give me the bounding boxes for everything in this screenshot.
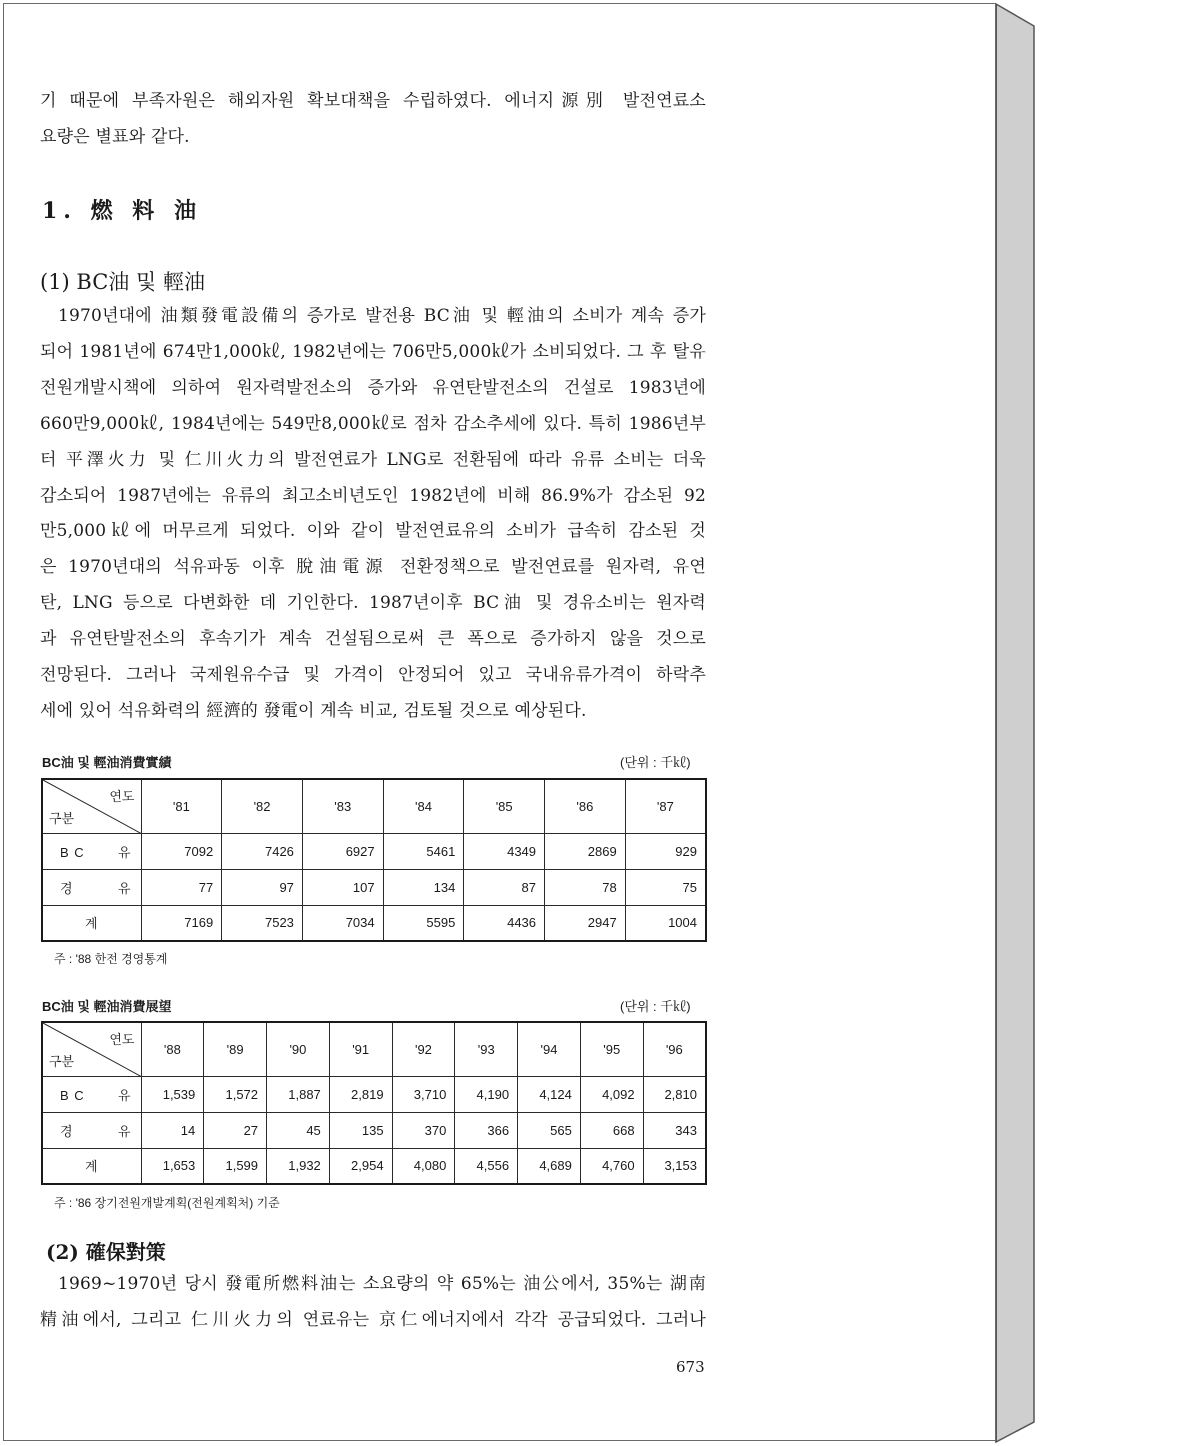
table-cell: 14 [141, 1112, 204, 1148]
section-title-fuel-oil: 1. 燃 料 油 [42, 198, 202, 224]
table1-caption: BC油 및 輕油消費實績 [42, 755, 172, 770]
row-label-a: 경 [59, 880, 74, 896]
body-line: 精油에서, 그리고 仁川火力의 연료유는 京仁에너지에서 각각 공급되었다. 그러나 [40, 1309, 706, 1330]
year-header: '85 [464, 779, 545, 833]
table-cell: 2,810 [643, 1076, 706, 1112]
table-row-total [42, 905, 706, 941]
corner-year-label: 연도 [109, 789, 135, 804]
year-header: '86 [545, 779, 626, 833]
table-row [42, 869, 706, 905]
table-cell: 6927 [302, 833, 383, 869]
subsection-title-bc-oil: (1) BC油 및 輕油 [40, 270, 205, 294]
table-cell: 366 [455, 1112, 518, 1148]
year-header: '88 [141, 1022, 204, 1076]
table-row [42, 1112, 706, 1148]
table-header-row [42, 779, 706, 833]
table-cell: 565 [518, 1112, 581, 1148]
year-header: '83 [302, 779, 383, 833]
table-cell: 929 [625, 833, 706, 869]
table2-unit: (단위 : 千㎘) [620, 999, 691, 1014]
table-cell: 7523 [222, 905, 303, 941]
table-cell: 4,080 [392, 1148, 455, 1184]
table-cell: 135 [329, 1112, 392, 1148]
year-header: '82 [222, 779, 303, 833]
page-number: 673 [676, 1358, 705, 1376]
table-cell: 7169 [141, 905, 222, 941]
intro-line: 기 때문에 부족자원은 해외자원 확보대책을 수립하였다. 에너지源別 발전연료소 [40, 91, 706, 111]
table1-consumption-actual [41, 778, 707, 942]
table-cell: 45 [267, 1112, 330, 1148]
table-cell: 4436 [464, 905, 545, 941]
table-cell: 4349 [464, 833, 545, 869]
table-cell: 3,153 [643, 1148, 706, 1184]
row-label-a: B C [59, 1087, 85, 1103]
row-label [42, 869, 141, 905]
table-cell: 4,556 [455, 1148, 518, 1184]
table-cell: 2869 [545, 833, 626, 869]
table-cell: 343 [643, 1112, 706, 1148]
table-cell: 2,819 [329, 1076, 392, 1112]
intro-line: 요량은 별표와 같다. [40, 126, 190, 147]
table2-note: 주 : '86 장기전원개발계획(전원계획처) 기준 [54, 1196, 280, 1210]
table2-consumption-forecast [41, 1021, 707, 1185]
table-cell: 75 [625, 869, 706, 905]
table-cell: 1,653 [141, 1148, 204, 1184]
year-header: '87 [625, 779, 706, 833]
row-label-b: 유 [117, 844, 132, 860]
table-header-row [42, 1022, 706, 1076]
table-cell: 97 [222, 869, 303, 905]
body-line: 되어 1981년에 674만1,000㎘, 1982년에는 706만5,000㎘가 소비되었다. 그 후 탈유 [40, 341, 706, 362]
body-line: 터 平澤火力 및 仁川火力의 발전연료가 LNG로 전환됨에 따라 유류 소비는 더욱 [40, 449, 706, 470]
table2-caption: BC油 및 輕油消費展望 [42, 999, 172, 1014]
table-cell: 134 [383, 869, 464, 905]
table-cell: 7426 [222, 833, 303, 869]
year-header: '92 [392, 1022, 455, 1076]
table-cell: 1,932 [267, 1148, 330, 1184]
table-cell: 2,954 [329, 1148, 392, 1184]
table-cell: 107 [302, 869, 383, 905]
row-label [42, 833, 141, 869]
subsection-title-securing-measures: (2) 確保對策 [46, 1240, 166, 1264]
table-cell: 4,092 [580, 1076, 643, 1112]
body-line: 1969~1970년 당시 發電所燃料油는 소요량의 약 65%는 油公에서, 35%는 湖南 [58, 1274, 706, 1294]
year-header: '94 [518, 1022, 581, 1076]
table-cell: 4,689 [518, 1148, 581, 1184]
year-header: '95 [580, 1022, 643, 1076]
table-row [42, 1076, 706, 1112]
table-cell: 1,887 [267, 1076, 330, 1112]
body-line: 전원개발시책에 의하여 원자력발전소의 증가와 유연탄발전소의 건설로 1983년에 [40, 377, 706, 398]
table-cell: 3,710 [392, 1076, 455, 1112]
row-label-total: 계 [42, 1148, 141, 1184]
table-cell: 370 [392, 1112, 455, 1148]
body-line: 은 1970년대의 석유파동 이후 脫油電源 전환정책으로 발전연료를 원자력, 유연 [40, 557, 706, 578]
table-cell: 87 [464, 869, 545, 905]
table-corner-cell [42, 779, 141, 833]
body-line: 만5,000㎘에 머무르게 되었다. 이와 같이 발전연료유의 소비가 급속히 감소된 것 [40, 521, 706, 542]
table-row-total [42, 1148, 706, 1184]
body-line: 1970년대에 油類發電設備의 증가로 발전용 BC油 및 輕油의 소비가 계속 증가 [58, 306, 706, 326]
body-line: 전망된다. 그러나 국제원유수급 및 가격이 안정되어 있고 국내유류가격이 하락추 [40, 665, 706, 686]
table1-note: 주 : '88 한전 경영통계 [54, 952, 168, 966]
body-line: 660만9,000㎘, 1984년에는 549만8,000㎘로 점차 감소추세에 있다. 특히 1986년부 [40, 413, 706, 434]
table-cell: 5595 [383, 905, 464, 941]
row-label-a: B C [59, 844, 85, 860]
corner-year-label: 연도 [109, 1032, 135, 1047]
corner-category-label: 구분 [49, 1053, 75, 1069]
table-cell: 7092 [141, 833, 222, 869]
year-header: '89 [204, 1022, 267, 1076]
year-header: '96 [643, 1022, 706, 1076]
corner-category-label: 구분 [49, 810, 75, 826]
table-cell: 1,539 [141, 1076, 204, 1112]
row-label [42, 1076, 141, 1112]
year-header: '90 [267, 1022, 330, 1076]
table-cell: 27 [204, 1112, 267, 1148]
table-cell: 1,572 [204, 1076, 267, 1112]
year-header: '91 [329, 1022, 392, 1076]
table-cell: 7034 [302, 905, 383, 941]
row-label-b: 유 [117, 1123, 132, 1139]
table-cell: 668 [580, 1112, 643, 1148]
table-corner-cell [42, 1022, 141, 1076]
row-label-b: 유 [117, 880, 132, 896]
row-label-a: 경 [59, 1123, 74, 1139]
row-label-b: 유 [117, 1087, 132, 1103]
table-cell: 1004 [625, 905, 706, 941]
table-cell: 4,760 [580, 1148, 643, 1184]
table-cell: 4,124 [518, 1076, 581, 1112]
year-header: '81 [141, 779, 222, 833]
row-label-total: 계 [42, 905, 141, 941]
table-cell: 5461 [383, 833, 464, 869]
table-cell: 4,190 [455, 1076, 518, 1112]
body-paragraph-1 [40, 299, 706, 730]
body-line: 세에 있어 석유화력의 經濟的 發電이 계속 비교, 검토될 것으로 예상된다. [40, 700, 587, 721]
body-line: 탄, LNG 등으로 다변화한 데 기인한다. 1987년이후 BC油 및 경유소비는 원자력 [40, 593, 706, 614]
year-header: '93 [455, 1022, 518, 1076]
table-cell: 2947 [545, 905, 626, 941]
table-cell: 1,599 [204, 1148, 267, 1184]
body-line: 과 유연탄발전소의 후속기가 계속 건설됨으로써 큰 폭으로 증가하지 않을 것으로 [40, 629, 706, 650]
row-label [42, 1112, 141, 1148]
intro-paragraph [40, 84, 706, 156]
body-line: 감소되어 1987년에는 유류의 최고소비년도인 1982년에 비해 86.9%가 감소된 92 [40, 485, 706, 506]
year-header: '84 [383, 779, 464, 833]
table-row [42, 833, 706, 869]
table-cell: 77 [141, 869, 222, 905]
body-paragraph-2 [40, 1267, 706, 1339]
table-cell: 78 [545, 869, 626, 905]
table1-unit: (단위 : 千㎘) [620, 755, 691, 770]
